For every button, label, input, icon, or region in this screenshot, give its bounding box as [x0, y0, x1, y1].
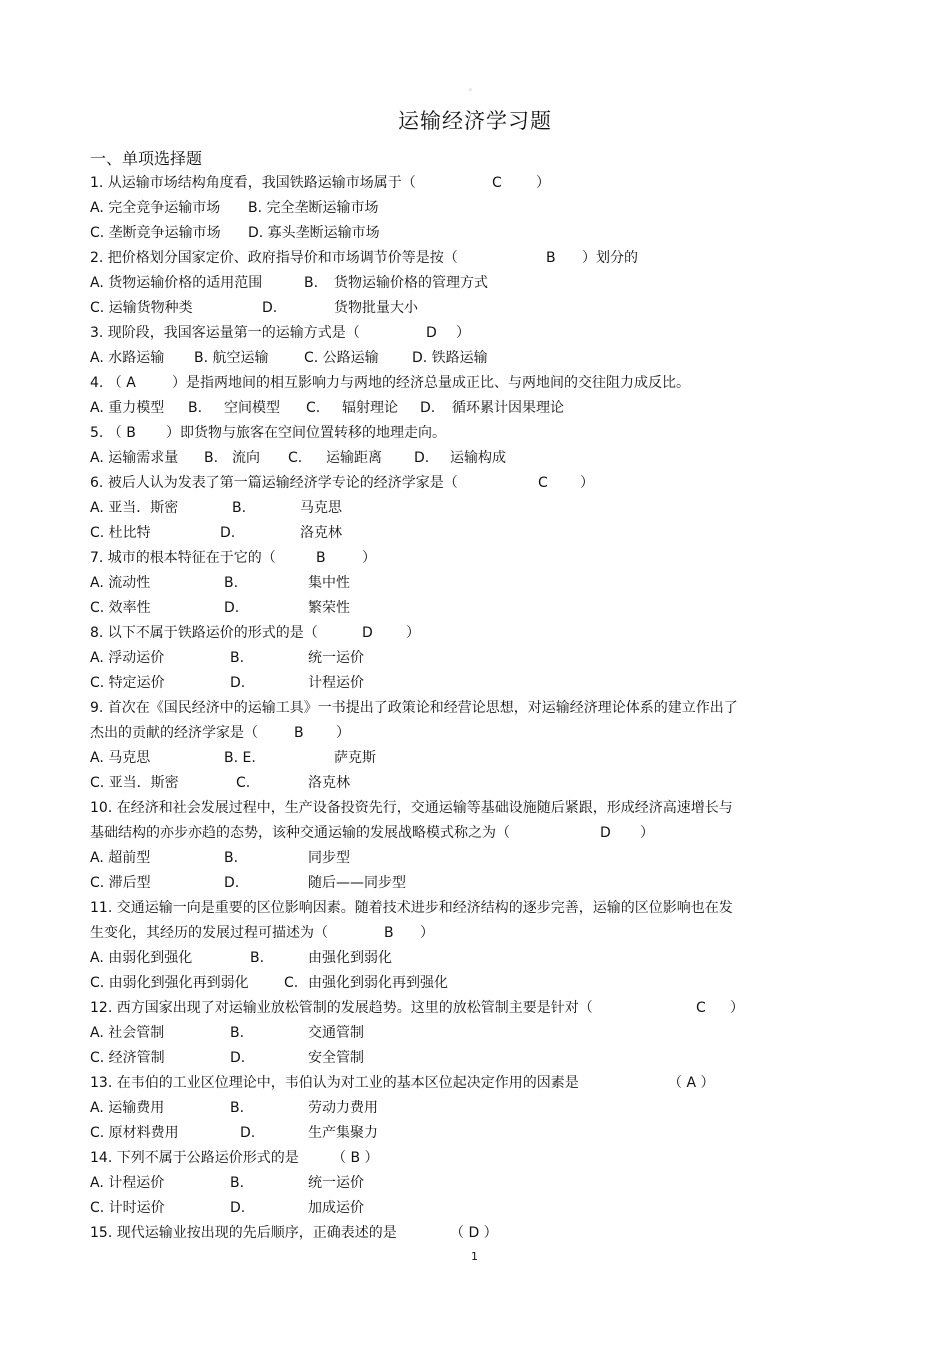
answer-letter: B	[316, 550, 326, 566]
question-text: ）	[730, 1000, 744, 1016]
option-text: 洛克林	[300, 525, 342, 541]
option-text: C. 计时运价	[90, 1200, 165, 1216]
question-text: 9. 首次在《国民经济中的运输工具》一书提出了政策论和经营论思想，对运输经济理论体系的建立作出了	[90, 700, 738, 716]
option-text: 同步型	[308, 850, 350, 866]
option-line	[90, 1171, 790, 1196]
option-line	[90, 521, 790, 546]
option-text: 统一运价	[308, 650, 364, 666]
option-text: A. 完全竞争运输市场	[90, 200, 221, 216]
option-line	[90, 671, 790, 696]
option-line	[90, 446, 790, 471]
option-text: B.	[250, 950, 265, 966]
answer-letter: D	[426, 325, 437, 341]
option-text: C. 效率性	[90, 600, 151, 616]
option-text: D.	[230, 1200, 246, 1216]
question-text: ）	[420, 925, 434, 941]
option-line	[90, 1046, 790, 1071]
option-line	[90, 646, 790, 671]
option-text: B.	[204, 450, 219, 466]
option-text: B.	[224, 575, 239, 591]
option-text: 繁荣性	[308, 600, 350, 616]
question-line	[90, 921, 790, 946]
question-line	[90, 896, 790, 921]
question-text: 6. 被后人认为发表了第一篇运输经济学专论的经济学家是（	[90, 475, 458, 491]
option-text: 交通管制	[308, 1025, 364, 1041]
option-text: 统一运价	[308, 1175, 364, 1191]
option-line	[90, 1021, 790, 1046]
question-line	[90, 1071, 790, 1096]
question-line	[90, 546, 790, 571]
question-line	[90, 321, 790, 346]
answer-letter: C	[492, 175, 502, 191]
option-text: D.	[220, 525, 236, 541]
option-line	[90, 196, 790, 221]
option-text: C. 公路运输	[304, 350, 379, 366]
option-text: D.	[224, 875, 240, 891]
question-line	[90, 1146, 790, 1171]
answer-letter: D	[600, 825, 611, 841]
question-text: 13. 在韦伯的工业区位理论中，韦伯认为对工业的基本区位起决定作用的因素是	[90, 1075, 579, 1091]
option-text: A. 水路运输	[90, 350, 165, 366]
question-text: 15. 现代运输业按出现的先后顺序，正确表述的是	[90, 1225, 397, 1241]
option-text: C. 亚当．斯密	[90, 775, 179, 791]
option-text: A. 计程运价	[90, 1175, 165, 1191]
option-text: A. 超前型	[90, 850, 151, 866]
option-line	[90, 1096, 790, 1121]
option-text: B.	[230, 1175, 245, 1191]
option-text: D.	[414, 450, 430, 466]
answer-letter: （ B ）	[332, 1150, 379, 1166]
answer-letter: （ D ）	[450, 1225, 498, 1241]
option-text: A. 马克思	[90, 750, 151, 766]
question-text: ）是指两地间的相互影响力与两地的经济总量成正比、与两地间的交往阻力成反比。	[172, 375, 690, 391]
option-text: B.	[230, 1025, 245, 1041]
option-text: D.	[240, 1125, 256, 1141]
option-text: 由强化到弱化再到强化	[308, 975, 448, 991]
answer-letter: B	[294, 725, 304, 741]
question-line	[90, 471, 790, 496]
option-text: A. 重力模型	[90, 400, 165, 416]
option-text: B.	[224, 850, 239, 866]
option-text: 流向	[232, 450, 260, 466]
option-text: B. 完全垄断运输市场	[248, 200, 379, 216]
question-text: 4. （ A	[90, 375, 136, 391]
option-text: C. 由弱化到强化再到弱化	[90, 975, 249, 991]
page-title: 运输经济学习题	[398, 109, 552, 133]
option-text: 由强化到弱化	[308, 950, 392, 966]
option-text: C. 垄断竞争运输市场	[90, 225, 221, 241]
option-line	[90, 746, 790, 771]
option-text: 集中性	[308, 575, 350, 591]
answer-letter: C	[696, 1000, 706, 1016]
option-text: D.	[230, 1050, 246, 1066]
question-line	[90, 996, 790, 1021]
option-text: 循环累计因果理论	[452, 400, 564, 416]
option-text: 加成运价	[308, 1200, 364, 1216]
question-text: ）	[640, 825, 654, 841]
option-text: A. 由弱化到强化	[90, 950, 193, 966]
option-text: B.	[304, 275, 319, 291]
question-text: 2. 把价格划分国家定价、政府指导价和市场调节价等是按（	[90, 250, 458, 266]
answer-letter: B	[384, 925, 394, 941]
option-text: 货物批量大小	[334, 300, 418, 316]
question-text: ）划分的	[582, 250, 638, 266]
option-text: 安全管制	[308, 1050, 364, 1066]
question-line	[90, 246, 790, 271]
question-text: ）即货物与旅客在空间位置转移的地理走向。	[166, 425, 446, 441]
question-text: ）	[456, 325, 470, 341]
option-line	[90, 396, 790, 421]
option-text: 萨克斯	[334, 750, 376, 766]
option-text: C. 滞后型	[90, 875, 151, 891]
option-line	[90, 1196, 790, 1221]
option-text: A. 运输费用	[90, 1100, 165, 1116]
option-text: D.	[224, 600, 240, 616]
option-text: B.	[230, 650, 245, 666]
option-text: B. 航空运输	[194, 350, 269, 366]
option-line	[90, 296, 790, 321]
option-text: D.	[420, 400, 436, 416]
question-text: 14. 下列不属于公路运价形式的是	[90, 1150, 299, 1166]
option-text: D. 寡头垄断运输市场	[248, 225, 380, 241]
option-text: C.	[306, 400, 321, 416]
option-text: 劳动力费用	[308, 1100, 378, 1116]
answer-letter: C	[538, 475, 548, 491]
option-text: A. 货物运输价格的适用范围	[90, 275, 263, 291]
option-text: C. 运输货物种类	[90, 300, 193, 316]
question-line	[90, 721, 790, 746]
option-text: D. 铁路运输	[412, 350, 488, 366]
question-text: 生变化，其经历的发展过程可描述为（	[90, 925, 328, 941]
question-line	[90, 821, 790, 846]
option-text: 运输构成	[450, 450, 506, 466]
option-text: B.	[188, 400, 203, 416]
question-text: ）	[536, 175, 550, 191]
question-line	[90, 371, 790, 396]
option-text: B.	[232, 500, 247, 516]
option-text: A. 运输需求量	[90, 450, 179, 466]
question-line	[90, 621, 790, 646]
option-text: 洛克林	[308, 775, 350, 791]
option-line	[90, 596, 790, 621]
option-text: 生产集聚力	[308, 1125, 378, 1141]
option-text: C.	[236, 775, 251, 791]
question-line	[90, 171, 790, 196]
option-line	[90, 496, 790, 521]
question-text: 1. 从运输市场结构角度看，我国铁路运输市场属于（	[90, 175, 416, 191]
option-text: B. E.	[224, 750, 256, 766]
option-line	[90, 346, 790, 371]
option-text: A. 流动性	[90, 575, 151, 591]
page-number: 1	[471, 1250, 478, 1263]
question-text: 10. 在经济和社会发展过程中，生产设备投资先行，交通运输等基础设施随后紧跟，形成经济高速增长与	[90, 800, 733, 816]
option-text: C. 特定运价	[90, 675, 165, 691]
option-text: 随后——同步型	[308, 875, 406, 891]
option-text: C. 原材料费用	[90, 1125, 179, 1141]
option-text: 货物运输价格的管理方式	[334, 275, 488, 291]
option-line	[90, 946, 790, 971]
option-text: B.	[230, 1100, 245, 1116]
option-line	[90, 771, 790, 796]
option-text: 马克思	[300, 500, 342, 516]
answer-letter: （ A ）	[668, 1075, 715, 1091]
option-line	[90, 871, 790, 896]
question-list	[90, 171, 790, 1246]
option-text: C.	[288, 450, 303, 466]
question-text: 3. 现阶段，我国客运量第一的运输方式是（	[90, 325, 360, 341]
option-text: A. 社会管制	[90, 1025, 165, 1041]
top-mark: 。	[469, 83, 477, 92]
section-heading: 一、单项选择题	[90, 149, 203, 168]
option-text: C. 杜比特	[90, 525, 151, 541]
answer-letter: B	[546, 250, 556, 266]
question-text: 12. 西方国家出现了对运输业放松管制的发展趋势。这里的放松管制主要是针对（	[90, 1000, 593, 1016]
option-text: A. 亚当．斯密	[90, 500, 179, 516]
option-text: 空间模型	[224, 400, 280, 416]
question-line	[90, 696, 790, 721]
question-text: 基础结构的亦步亦趋的态势，该种交通运输的发展战略模式称之为（	[90, 825, 510, 841]
question-text: 8. 以下不属于铁路运价的形式的是（	[90, 625, 318, 641]
question-line	[90, 421, 790, 446]
question-line	[90, 796, 790, 821]
option-text: A. 浮动运价	[90, 650, 165, 666]
question-text: 11. 交通运输一向是重要的区位影响因素。随着技术进步和经济结构的逐步完善，运输的区位影响也在发	[90, 900, 733, 916]
question-text: 5. （ B	[90, 425, 136, 441]
question-text: ）	[362, 550, 376, 566]
question-text: 杰出的贡献的经济学家是（	[90, 725, 258, 741]
question-text: ）	[406, 625, 420, 641]
option-text: C. 经济管制	[90, 1050, 165, 1066]
answer-letter: D	[362, 625, 373, 641]
option-line	[90, 1121, 790, 1146]
question-text: ）	[580, 475, 594, 491]
option-line	[90, 846, 790, 871]
option-text: D.	[262, 300, 278, 316]
question-text: 7. 城市的根本特征在于它的（	[90, 550, 276, 566]
option-line	[90, 571, 790, 596]
question-text: ）	[336, 725, 350, 741]
option-text: 计程运价	[308, 675, 364, 691]
question-line	[90, 1221, 790, 1246]
option-line	[90, 971, 790, 996]
option-text: 辐射理论	[342, 400, 398, 416]
option-text: C.	[284, 975, 299, 991]
option-line	[90, 271, 790, 296]
option-line	[90, 221, 790, 246]
option-text: 运输距离	[326, 450, 382, 466]
option-text: D.	[230, 675, 246, 691]
